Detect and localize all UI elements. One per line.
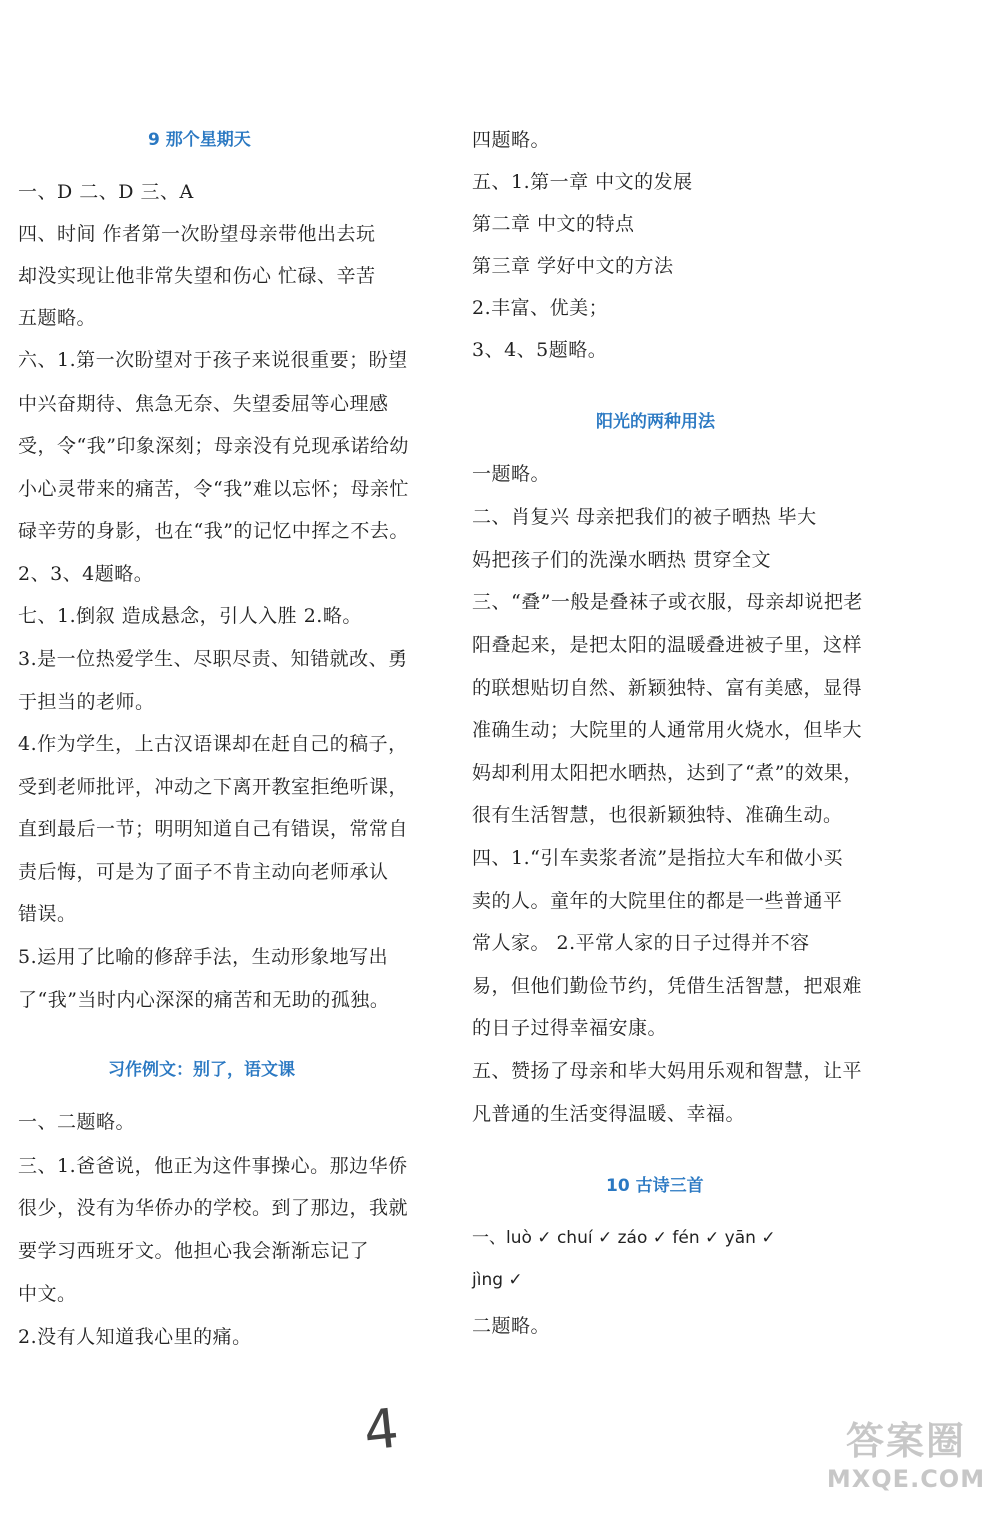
section-title-xizuo-liwen: 习作例文：别了，语文课 [108,1060,295,1080]
answer-line: 要学习西班牙文。他担心我会渐渐忘记了 [18,1240,370,1262]
answer-line: 责后悔，可是为了面子不肯主动向老师承认 [18,861,389,883]
watermark [818,1418,994,1494]
watermark-url: MXQE.COM [826,1465,986,1493]
answer-line: 于担当的老师。 [18,691,155,713]
watermark-logo: 答案圈 [845,1419,966,1463]
handwritten-page-number: 4 [360,1396,402,1463]
answer-line: 四、时间 作者第一次盼望母亲带他出去玩 [18,223,376,245]
answer-line: 妈把孩子们的洗澡水晒热 贯穿全文 [472,549,772,571]
answer-line: 5.运用了比喻的修辞手法，生动形象地写出 [18,946,389,968]
answer-line: 受到老师批评，冲动之下离开教室拒绝听课， [18,776,409,798]
answer-line: 3、4、5题略。 [472,339,608,361]
answer-line: 3.是一位热爱学生、尽职尽责、知错就改、勇 [18,648,408,670]
answer-line: 妈却利用太阳把水晒热，达到了“煮”的效果， [472,762,863,784]
answer-line: 中兴奋期待、焦急无奈、失望委屈等心理感 [18,393,389,415]
answer-line: 凡普通的生活变得温暖、幸福。 [472,1103,746,1125]
answer-line: 第三章 学好中文的方法 [472,255,674,277]
answer-line: 二、肖复兴 母亲把我们的被子晒热 毕大 [472,506,817,528]
answer-line: 4.作为学生，上古汉语课却在赶自己的稿子， [18,733,408,755]
answer-line: 小心灵带来的痛苦，令“我”难以忘怀；母亲忙 [18,478,409,500]
answer-line: 一题略。 [472,463,551,485]
answer-line: 很有生活智慧，也很新颖独特、准确生动。 [472,804,843,826]
section-title-yangguang: 阳光的两种用法 [596,412,715,432]
pinyin-answer-line: jìng ✓ [472,1270,523,1290]
answer-line: 了“我”当时内心深深的痛苦和无助的孤独。 [18,989,390,1011]
answer-line: 2、3、4题略。 [18,563,154,585]
answer-line: 四、1.“引车卖浆者流”是指拉大车和做小买 [472,847,844,869]
answer-line: 三、1.爸爸说，他正为这件事操心。那边华侨 [18,1155,408,1177]
answer-line: 五、1.第一章 中文的发展 [472,171,693,193]
answer-line: 三、“叠”一般是叠袜子或衣服，母亲却说把老 [472,591,863,613]
answer-line: 中文。 [18,1283,77,1305]
answer-line: 错误。 [18,903,77,925]
answer-line: 直到最后一节；明明知道自己有错误，常常自 [18,818,409,840]
answer-line: 五、赞扬了母亲和毕大妈用乐观和智慧，让平 [472,1060,863,1082]
answer-line: 2.丰富、优美； [472,297,609,319]
answer-line: 的联想贴切自然、新颖独特、富有美感，显得 [472,677,863,699]
answer-line: 却没实现让他非常失望和伤心 忙碌、辛苦 [18,265,376,287]
answer-line: 易，但他们勤俭节约，凭借生活智慧，把艰难 [472,975,863,997]
answer-line: 二题略。 [472,1315,551,1337]
answer-line: 七、1.倒叙 造成悬念，引人入胜 2.略。 [18,605,362,627]
pinyin-answer-line: 一、luò ✓ chuí ✓ záo ✓ fén ✓ yān ✓ [472,1228,776,1248]
answer-line: 的日子过得幸福安康。 [472,1017,668,1039]
answer-line: 准确生动；大院里的人通常用火烧水，但毕大 [472,719,863,741]
answer-line: 阳叠起来，是把太阳的温暖叠进被子里，这样 [472,634,863,656]
answer-line: 2.没有人知道我心里的痛。 [18,1326,252,1348]
answer-line: 五题略。 [18,307,97,329]
answer-line: 碌辛劳的身影，也在“我”的记忆中挥之不去。 [18,520,409,542]
section-title-nage-xingqitian: 9 那个星期天 [148,130,251,150]
answer-line: 常人家。 2.平常人家的日子过得并不容 [472,932,810,954]
answer-line: 很少，没有为华侨办的学校。到了那边，我就 [18,1197,409,1219]
answer-line: 一、D 二、D 三、A [18,181,194,203]
answer-line: 六、1.第一次盼望对于孩子来说很重要；盼望 [18,349,408,371]
answer-line: 一、二题略。 [18,1111,136,1133]
answer-line: 受，令“我”印象深刻；母亲没有兑现承诺给幼 [18,435,409,457]
answer-line: 卖的人。童年的大院里住的都是一些普通平 [472,890,843,912]
section-title-gushi-sanshou: 10 古诗三首 [606,1176,704,1196]
answer-line: 第二章 中文的特点 [472,213,635,235]
answer-line: 四题略。 [472,129,551,151]
